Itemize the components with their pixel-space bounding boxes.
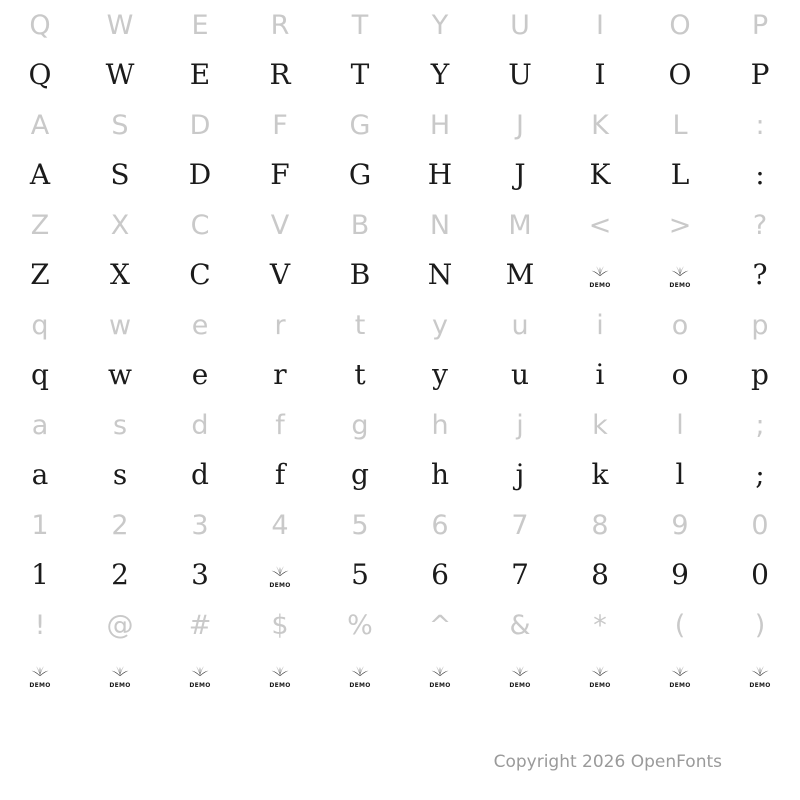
reference-row — [0, 400, 800, 450]
glyph-cell: f — [274, 458, 286, 491]
glyph-cell: 7 — [511, 558, 529, 591]
glyph-cell: 9 — [671, 558, 689, 591]
glyph-cell: f — [275, 409, 285, 441]
glyph-cell: Z — [30, 258, 50, 291]
glyph-cell: h — [431, 409, 449, 441]
glyph-cell: 8 — [591, 558, 609, 591]
glyph-cell: i — [596, 309, 604, 341]
glyph-cell: 6 — [431, 558, 449, 591]
demo-flower-icon: DEMO — [267, 563, 293, 589]
specimen-row — [0, 350, 800, 400]
glyph-cell: ; — [755, 458, 765, 491]
reference-row — [0, 500, 800, 550]
glyph-cell: A — [30, 109, 50, 141]
glyph-cell: E — [191, 9, 209, 41]
glyph-cell: o — [671, 309, 689, 341]
demo-flower-icon: DEMO — [347, 663, 373, 689]
glyph-cell: T — [351, 9, 369, 41]
glyph-cell: I — [594, 58, 606, 91]
glyph-cell: 8 — [591, 509, 609, 541]
glyph-cell: ; — [755, 409, 765, 441]
glyph-cell: G — [349, 109, 371, 141]
glyph-cell: U — [510, 9, 530, 41]
glyph-cell: 5 — [351, 558, 369, 591]
glyph-cell: J — [514, 158, 526, 191]
glyph-cell: O — [669, 9, 691, 41]
glyph-cell: @ — [106, 609, 134, 641]
demo-flower-icon: DEMO — [667, 263, 693, 289]
glyph-cell: ^ — [428, 609, 452, 641]
notdef-glyph-icon — [480, 661, 560, 690]
glyph-cell: r — [273, 358, 287, 391]
glyph-cell: 0 — [751, 509, 769, 541]
glyph-cell: C — [190, 209, 210, 241]
glyph-cell: Q — [28, 58, 52, 91]
glyph-cell: A — [29, 158, 51, 191]
glyph-cell: Y — [430, 58, 450, 91]
demo-flower-icon: DEMO — [507, 663, 533, 689]
notdef-glyph-icon — [720, 661, 800, 690]
reference-row — [0, 200, 800, 250]
glyph-cell: r — [274, 309, 286, 341]
glyph-cell: & — [509, 609, 531, 641]
glyph-cell: # — [188, 609, 212, 641]
glyph-cell: I — [596, 9, 604, 41]
glyph-cell: s — [112, 409, 128, 441]
glyph-cell: D — [189, 109, 211, 141]
glyph-cell: D — [188, 158, 212, 191]
specimen-row — [0, 250, 800, 300]
glyph-cell: d — [191, 409, 209, 441]
glyph-cell: e — [191, 309, 209, 341]
glyph-cell: p — [751, 309, 769, 341]
glyph-cell: B — [350, 209, 370, 241]
glyph-cell: G — [348, 158, 372, 191]
glyph-cell: < — [588, 209, 612, 241]
glyph-cell: g — [351, 409, 369, 441]
glyph-cell: H — [429, 109, 451, 141]
copyright-notice: Copyright 2026 OpenFonts — [493, 752, 722, 772]
notdef-glyph-icon — [560, 261, 640, 290]
reference-row — [0, 0, 800, 50]
glyph-cell: O — [668, 58, 692, 91]
glyph-cell: U — [508, 58, 532, 91]
glyph-cell: V — [269, 258, 291, 291]
glyph-cell: N — [429, 209, 451, 241]
glyph-cell: H — [427, 158, 453, 191]
glyph-cell: l — [675, 458, 685, 491]
glyph-cell: S — [111, 109, 129, 141]
glyph-cell: d — [191, 458, 209, 491]
glyph-cell: F — [272, 109, 288, 141]
glyph-cell: W — [106, 9, 134, 41]
glyph-cell: 7 — [511, 509, 529, 541]
glyph-cell: X — [110, 258, 130, 291]
glyph-cell: Y — [431, 9, 449, 41]
glyph-cell: t — [354, 358, 366, 391]
glyph-cell: a — [31, 409, 49, 441]
notdef-glyph-icon — [560, 661, 640, 690]
demo-flower-icon: DEMO — [747, 663, 773, 689]
glyph-cell: t — [354, 309, 366, 341]
glyph-cell: q — [31, 358, 49, 391]
notdef-glyph-icon — [240, 561, 320, 590]
glyph-cell: 2 — [111, 509, 129, 541]
glyph-cell: y — [432, 358, 448, 391]
glyph-cell: 1 — [31, 558, 49, 591]
glyph-cell: W — [105, 58, 135, 91]
notdef-glyph-icon — [400, 661, 480, 690]
notdef-glyph-icon — [160, 661, 240, 690]
glyph-cell: K — [589, 158, 611, 191]
glyph-cell: k — [592, 409, 608, 441]
glyph-cell: R — [269, 58, 291, 91]
glyph-cell: ) — [754, 609, 766, 641]
glyph-cell: P — [751, 9, 769, 41]
glyph-cell: : — [755, 109, 765, 141]
glyph-cell: V — [270, 209, 290, 241]
notdef-glyph-icon — [240, 661, 320, 690]
glyph-cell: P — [750, 58, 770, 91]
glyph-cell: k — [591, 458, 609, 491]
glyph-cell: 1 — [31, 509, 49, 541]
notdef-glyph-icon — [320, 661, 400, 690]
glyph-cell: J — [516, 109, 524, 141]
glyph-cell: E — [189, 58, 211, 91]
glyph-cell: M — [508, 209, 532, 241]
notdef-glyph-icon — [640, 261, 720, 290]
glyph-cell: j — [515, 458, 525, 491]
demo-flower-icon: DEMO — [107, 663, 133, 689]
glyph-cell: B — [349, 258, 371, 291]
demo-flower-icon: DEMO — [27, 663, 53, 689]
glyph-cell: l — [676, 409, 684, 441]
glyph-cell: ( — [674, 609, 686, 641]
glyph-cell: X — [110, 209, 130, 241]
specimen-row — [0, 550, 800, 600]
glyph-cell: ! — [34, 609, 46, 641]
glyph-cell: h — [430, 458, 450, 491]
glyph-cell: M — [505, 258, 535, 291]
demo-flower-icon: DEMO — [187, 663, 213, 689]
glyph-cell: Q — [29, 9, 51, 41]
glyph-cell: 9 — [671, 509, 689, 541]
glyph-cell: y — [432, 309, 448, 341]
glyph-cell: 5 — [351, 509, 369, 541]
demo-flower-icon: DEMO — [587, 663, 613, 689]
glyph-cell: 6 — [431, 509, 449, 541]
glyph-cell: u — [511, 309, 529, 341]
glyph-cell: 3 — [191, 509, 209, 541]
glyph-cell: Z — [30, 209, 50, 241]
glyph-cell: w — [108, 358, 132, 391]
glyph-cell: ? — [752, 209, 768, 241]
glyph-cell: 0 — [751, 558, 769, 591]
demo-flower-icon: DEMO — [667, 663, 693, 689]
glyph-cell: a — [31, 458, 49, 491]
glyph-cell: : — [755, 158, 765, 191]
glyph-cell: R — [270, 9, 290, 41]
reference-row — [0, 100, 800, 150]
glyph-cell: p — [751, 358, 769, 391]
glyph-cell: u — [510, 358, 530, 391]
glyph-cell: F — [270, 158, 290, 191]
glyph-cell: * — [593, 609, 607, 641]
reference-row — [0, 600, 800, 650]
glyph-cell: N — [427, 258, 453, 291]
glyph-cell: w — [108, 309, 132, 341]
glyph-cell: i — [595, 358, 605, 391]
glyph-cell: $ — [271, 609, 289, 641]
demo-flower-icon: DEMO — [587, 263, 613, 289]
specimen-row — [0, 150, 800, 200]
notdef-glyph-icon — [0, 661, 80, 690]
glyph-cell: S — [110, 158, 130, 191]
glyph-cell: L — [670, 158, 690, 191]
notdef-glyph-icon — [640, 661, 720, 690]
glyph-cell: 4 — [271, 509, 289, 541]
glyph-cell: % — [347, 609, 373, 641]
glyph-cell: > — [668, 209, 692, 241]
glyph-cell: ? — [752, 258, 768, 291]
glyph-cell: C — [189, 258, 211, 291]
glyph-cell: T — [350, 58, 370, 91]
glyph-cell: o — [671, 358, 689, 391]
demo-flower-icon: DEMO — [427, 663, 453, 689]
glyph-cell: s — [112, 458, 128, 491]
specimen-row — [0, 50, 800, 100]
glyph-cell: e — [191, 358, 209, 391]
reference-row — [0, 300, 800, 350]
glyph-cell: 2 — [111, 558, 129, 591]
glyph-cell: j — [516, 409, 524, 441]
notdef-glyph-icon — [80, 661, 160, 690]
demo-flower-icon: DEMO — [267, 663, 293, 689]
glyph-cell: q — [31, 309, 49, 341]
glyph-cell: L — [672, 109, 688, 141]
glyph-cell: 3 — [191, 558, 209, 591]
glyph-cell: K — [591, 109, 609, 141]
glyph-cell: g — [351, 458, 369, 491]
specimen-row — [0, 650, 800, 700]
specimen-row — [0, 450, 800, 500]
